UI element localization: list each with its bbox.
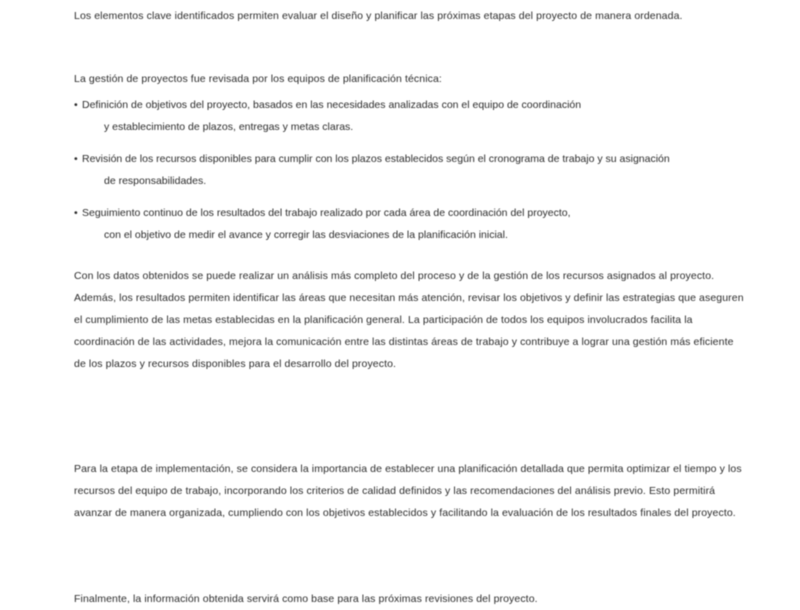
bullet-icon: • [74, 153, 78, 165]
body-paragraph: Con los datos obtenidos se puede realizar un análisis más completo del proceso y de la gestión de los recursos asignados al proyecto. Además, los resultados permiten identificar las áreas que necesitan más atención, revisar los objetivos y definir las estrategias que aseguren el cumplimiento de las metas establecidas en la planificación general. La participación de todos los equipos involucrados facilita la coordinación de las actividades, mejora la comunicación entre las distintas áreas de trabajo y contribuye a lograr una gestión más eficiente de los plazos y recursos disponibles para el desarrollo del proyecto. [74, 270, 744, 370]
list-heading: La gestión de proyectos fue revisada por los equipos de planificación técnica: [74, 73, 442, 85]
list-item-line1: Seguimiento continuo de los resultados del trabajo realizado por cada área de coordinación del proyecto, [82, 207, 571, 219]
list-item [74, 202, 746, 246]
list-item-line2: y establecimiento de plazos, entregas y metas claras. [104, 121, 354, 133]
bullet-icon: • [74, 207, 78, 219]
bullet-icon: • [74, 99, 78, 111]
intro-paragraph: Los elementos clave identificados permiten evaluar el diseño y planificar las próximas etapas del proyecto de manera ordenada. [74, 10, 683, 22]
body-paragraph: Finalmente, la información obtenida servirá como base para las próximas revisiones del proyecto. [74, 593, 538, 605]
list-item-line2: con el objetivo de medir el avance y corregir las desviaciones de la planificación inicial. [104, 229, 508, 241]
list-item-line1: Definición de objetivos del proyecto, basados en las necesidades analizadas con el equipo de coordinación [82, 99, 582, 111]
list-item [74, 148, 746, 192]
list-item-line2: de responsabilidades. [104, 175, 207, 187]
list-item-line1: Revisión de los recursos disponibles para cumplir con los plazos establecidos según el cronograma de trabajo y su asignación [82, 153, 670, 165]
list-item [74, 94, 746, 138]
body-paragraph: Para la etapa de implementación, se considera la importancia de establecer una planificación detallada que permita optimizar el tiempo y los recursos del equipo de trabajo, incorporando los criterios de calidad definidos y las recomendaciones del análisis previo. Esto permitirá avanzar de manera organizada, cumpliendo con los objetivos establecidos y facilitando la evaluación de los resultados finales del proyecto. [74, 463, 742, 519]
